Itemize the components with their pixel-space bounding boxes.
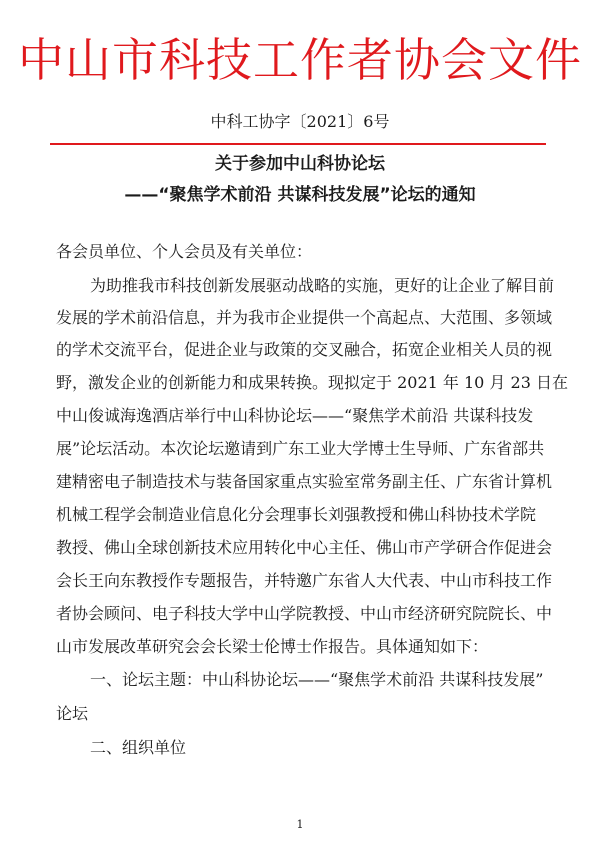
paragraph-line: 教授、佛山全球创新技术应用转化中心主任、佛山市产学研合作促进会 xyxy=(56,538,553,557)
paragraph-line: 者协会顾问、电子科技大学中山学院教授、中山市经济研究院院长、中 xyxy=(56,604,553,623)
paragraph-line: 野，激发企业的创新能力和成果转换。现拟定于 2021 年 10 月 23 日在 xyxy=(56,373,568,392)
paragraph-line: 中山俊诚海逸酒店举行中山科协论坛——“聚焦学术前沿 共谋科技发 xyxy=(56,406,534,425)
paragraph-line: 山市发展改革研究会会长梁士伦博士作报告。具体通知如下： xyxy=(56,637,489,656)
document-number: 中科工协字〔2021〕6号 xyxy=(210,112,390,131)
section-1-heading-continued: 论坛 xyxy=(56,704,89,723)
paragraph-line: 建精密电子制造技术与装备国家重点实验室常务副主任、广东省计算机 xyxy=(56,472,553,491)
salutation: 各会员单位、个人会员及有关单位： xyxy=(56,242,313,261)
section-2-heading: 二、组织单位 xyxy=(90,738,187,757)
page-number: 1 xyxy=(296,818,304,831)
paragraph-line: 为助推我市科技创新发展驱动战略的实施，更好的让企业了解目前 xyxy=(90,276,555,295)
paragraph-line: 展”论坛活动。本次论坛邀请到广东工业大学博士生导师、广东省部共 xyxy=(56,439,545,458)
red-divider xyxy=(50,143,546,145)
notice-title-line2: ——“聚焦学术前沿 共谋科技发展”论坛的通知 xyxy=(124,185,476,205)
paragraph-line: 机械工程学会制造业信息化分会理事长刘强教授和佛山科协技术学院 xyxy=(56,505,537,524)
paragraph-line: 发展的学术前沿信息，并为我市企业提供一个高起点、大范围、多领域 xyxy=(56,308,553,327)
paragraph-line: 会长王向东教授作专题报告，并特邀广东省人大代表、中山市科技工作 xyxy=(56,571,553,590)
org-title: 中山市科技工作者协会文件 xyxy=(18,33,582,87)
section-1-heading: 一、论坛主题：中山科协论坛——“聚焦学术前沿 共谋科技发展” xyxy=(90,670,544,689)
notice-title-line1: 关于参加中山科协论坛 xyxy=(215,154,385,174)
paragraph-line: 的学术交流平台，促进企业与政策的交叉融合，拓宽企业相关人员的视 xyxy=(56,340,553,359)
